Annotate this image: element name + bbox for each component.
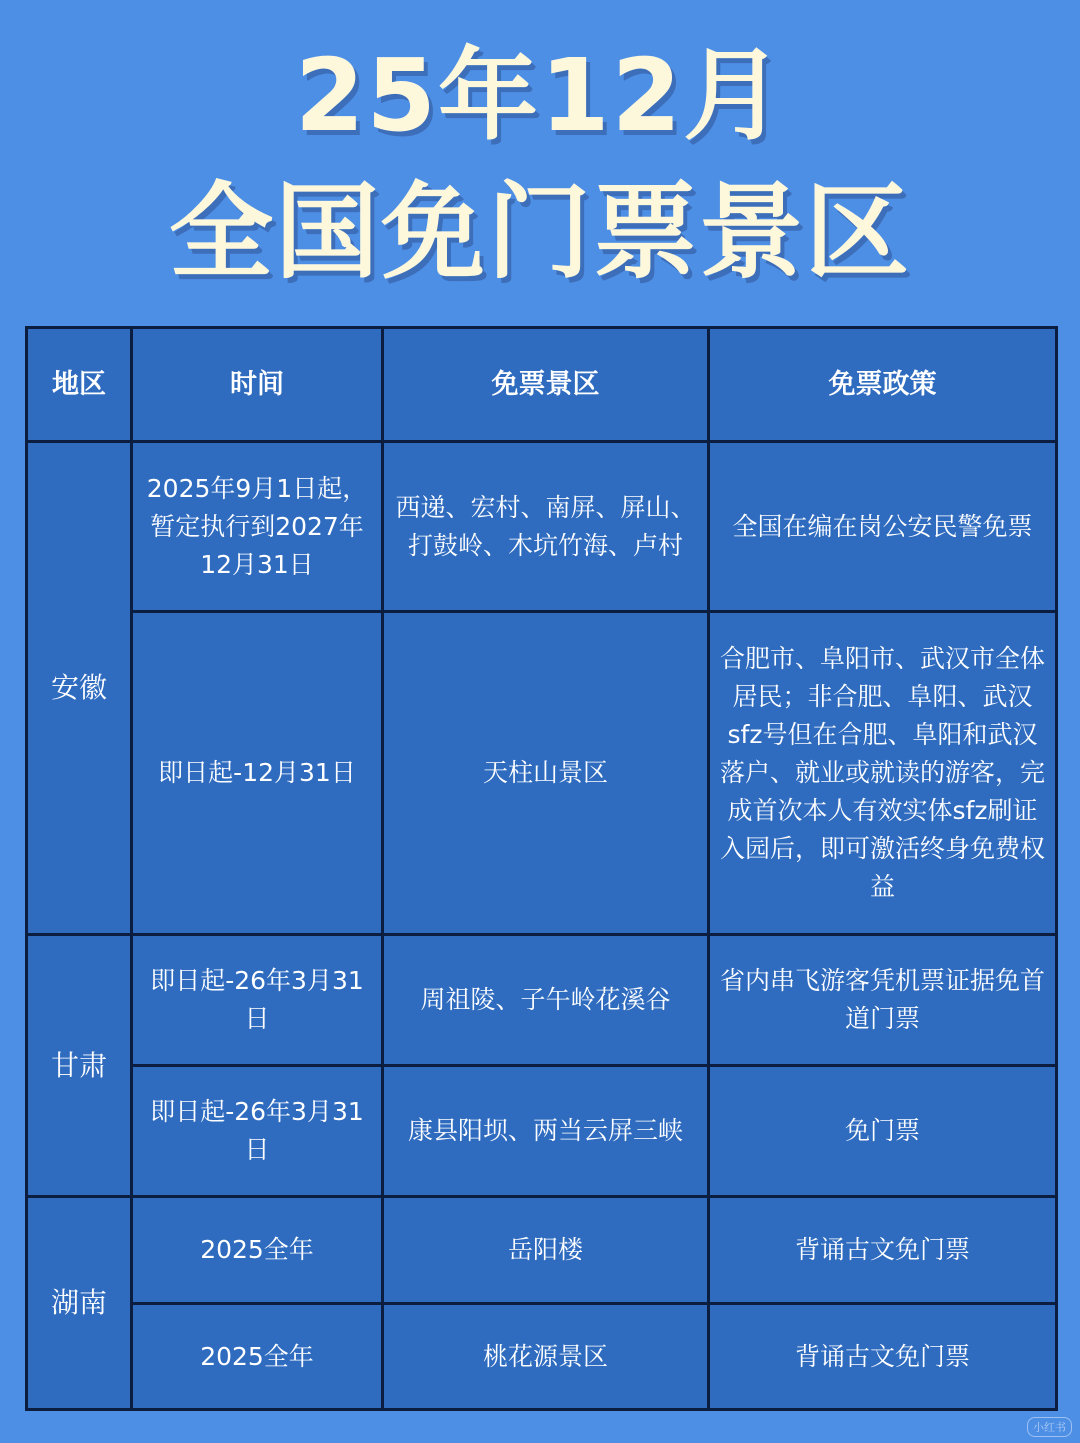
- time-cell: 2025全年: [132, 1304, 383, 1410]
- free-ticket-table: [25, 326, 1058, 1411]
- scenic-cell: 周祖陵、子午岭花溪谷: [383, 935, 709, 1066]
- page-title-line2: 全国免门票景区: [168, 171, 911, 293]
- policy-cell: 背诵古文免门票: [709, 1197, 1057, 1304]
- policy-cell: 免门票: [709, 1066, 1057, 1197]
- region-cell-anhui: 安徽: [27, 442, 132, 935]
- page-title-line1: 25年12月: [294, 37, 786, 154]
- header-policy: 免票政策: [709, 328, 1057, 442]
- region-cell-hunan: 湖南: [27, 1197, 132, 1410]
- policy-cell: 全国在编在岗公安民警免票: [709, 442, 1057, 612]
- scenic-cell: 康县阳坝、两当云屏三峡: [383, 1066, 709, 1197]
- table-row: [27, 1066, 1057, 1197]
- table-row: [27, 612, 1057, 935]
- time-cell: 2025全年: [132, 1197, 383, 1304]
- table-row: [27, 442, 1057, 612]
- watermark-badge: 小红书: [1027, 1417, 1072, 1437]
- time-cell: 即日起-26年3月31日: [132, 1066, 383, 1197]
- header-region: 地区: [27, 328, 132, 442]
- scenic-cell: 西递、宏村、南屏、屏山、打鼓岭、木坑竹海、卢村: [383, 442, 709, 612]
- table-header-row: [27, 328, 1057, 442]
- policy-cell: 合肥市、阜阳市、武汉市全体居民；非合肥、阜阳、武汉sfz号但在合肥、阜阳和武汉落户、就业或就读的游客，完成首次本人有效实体sfz刷证入园后，即可激活终身免费权益: [709, 612, 1057, 935]
- region-cell-gansu: 甘肃: [27, 935, 132, 1197]
- time-cell: 2025年9月1日起，暂定执行到2027年12月31日: [132, 442, 383, 612]
- table-row: [27, 935, 1057, 1066]
- policy-cell: 省内串飞游客凭机票证据免首道门票: [709, 935, 1057, 1066]
- header-scenic: 免票景区: [383, 328, 709, 442]
- scenic-cell: 桃花源景区: [383, 1304, 709, 1410]
- header-time: 时间: [132, 328, 383, 442]
- policy-cell: 背诵古文免门票: [709, 1304, 1057, 1410]
- table-row: [27, 1197, 1057, 1304]
- scenic-cell: 岳阳楼: [383, 1197, 709, 1304]
- time-cell: 即日起-12月31日: [132, 612, 383, 935]
- time-cell: 即日起-26年3月31日: [132, 935, 383, 1066]
- scenic-cell: 天柱山景区: [383, 612, 709, 935]
- table-row: [27, 1304, 1057, 1410]
